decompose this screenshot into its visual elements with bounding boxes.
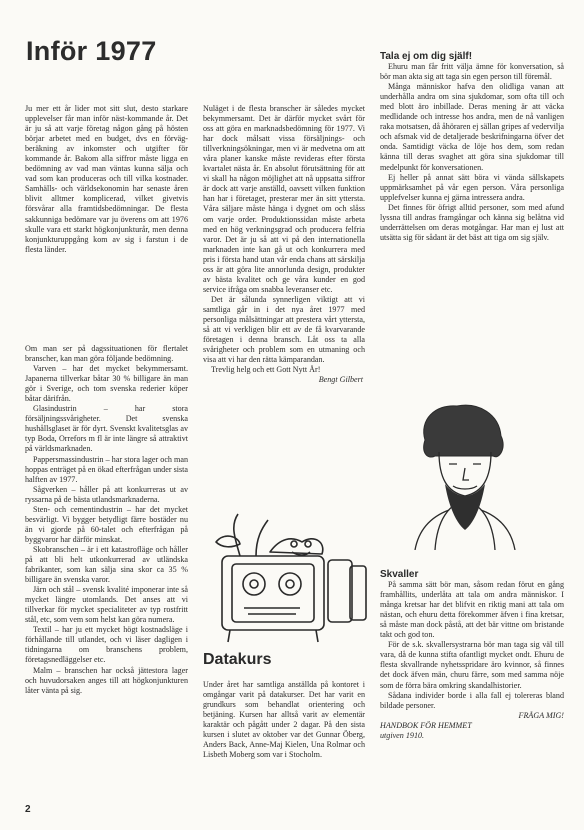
article-title: Inför 1977 xyxy=(26,36,157,66)
section-heading: Tala ej om dig själf! xyxy=(380,51,473,62)
portrait-illustration xyxy=(395,400,535,550)
advice-column xyxy=(380,52,564,243)
paragraph: Trevlig helg och ett Gott Nytt År! xyxy=(211,365,321,375)
middle-column xyxy=(203,104,365,385)
paragraph: Många människor hafva den olidliga vanan att underhålla andra om sina sjukdomar, som ofta till och med blott äro inbillade. Deras mening är att väcka medlidande och intresse hos andra, men de nå vanligen raka motsatsen, då åhöraren ej sällan gripes af vedervilja och afsmak vid de detaljerade beskrifningarna öfver det onda. Samtidigt väcka de löje hos dem, som redan känna till deras svaghet att göra sina sjukdomar till medelpunkt för konversationen. xyxy=(380,82,564,172)
datakurs-heading: Datakurs xyxy=(203,651,272,668)
section-heading: Skvaller xyxy=(380,569,419,580)
paragraph: Nuläget i de flesta branscher är således mycket bekymmersamt. Det är därför mycket svårt för oss att göra en marknadsbedömning för 1977. Vi har dock målsatt vissa försäljnings- och tillverkningsökningar, men vi är medvetna om att våra planer kanske måste revideras efter första kvartalet nästa år. En absolut förutsättning för att vi skall ha någon möjlighet att nå uppsatta siffror är dock att varje anställd, oavsett vilken funktion han har i företaget, presterar mer än sitt yttersta. Våra säljare måste hänga i dygnet om och slåss om varje order. Produktionssidan måste arbeta med en hög verkningsgrad och producera felfria varor. Det är ju så att vi på den internationella marknaden inte kan gå ut och konkurrera med pris i första hand utan vår enda chans att särskilja oss är att göra lite annorlunda design, produkter av bästa kvalitet och ge våra kunder en god service ifråga om snabba leveranser etc. xyxy=(203,104,365,294)
television-illustration xyxy=(210,508,370,648)
paragraph: Sågverken – håller på att konkurreras ut av ryssarna på de bästa utlandsmarknaderna. xyxy=(25,484,188,504)
source-text: utgiven 1910. xyxy=(380,730,425,740)
author-signature: Bengt Gilbert xyxy=(318,375,363,385)
gossip-column xyxy=(380,570,564,741)
paragraph: Skobranschen – är i ett katastrofläge och håller på att bli helt utkonkurrerad av utländska fabrikanter, som kan sälja sina skor ca 35 % billigare än svenska varor. xyxy=(25,544,188,585)
page-number: 2 xyxy=(25,804,31,815)
paragraph: Glasindustrin – har stora försäljningssvårigheter. Det svenska hushållsglaset är för dyrt. Svenskt kvalitetsglas av typ Boda, Orrefors m fl är inte längre så attraktivt på världsmarknaden. xyxy=(25,404,188,454)
paragraph: Textil – har ju ett mycket högt kostnadsläge i förhållande till utlandet, och vi läser dagligen i tidningarna om branschens problem, företagsnedläggelser etc. xyxy=(25,625,188,665)
paragraph: Pappersmassindustrin – har stora lager och man hoppas enträget på en ökad efterfrågan under sista halften av 1977. xyxy=(25,454,188,484)
paragraph: Under året har samtliga anställda på kontoret i omgångar varit på datakurser. Det har varit en grundkurs som behandlat orientering och betjäning. Kursen har alltså varit av elementär karaktär och pågått under 2 dagar. På den sista kursen i slutet av oktober var det Gunnar Öberg, Anders Back, Anne-Maj Kielen, Una Rolmar och Lisbeth Moberg som var i Stocholm. xyxy=(203,680,365,760)
paragraph: Ej heller på annat sätt böra vi vända sällskapets uppmärksamhet på vår egen person. Våra personliga upplefvelser kunna ej gärna intressera andra. xyxy=(380,172,564,202)
paragraph: Sådana individer borde i alla fall ej tolereras bland bildade personer. xyxy=(380,690,564,710)
paragraph: Järn och stål – svensk kvalité imponerar inte så mycket längre utomlands. Det anses att vi tillverkar för mycket specialiteter av typ rostfritt stål, etc, som vem som helst kan göra numera. xyxy=(25,585,188,625)
paragraph: Malm – branschen har också jättestora lager och huvudorsaken anges till att högkonjunkturen låter vänta på sig. xyxy=(25,665,188,695)
intro-column xyxy=(25,104,188,255)
paragraph: Om man ser på dagssituationen för flertalet branscher, kan man göra följande bedömning. xyxy=(25,344,188,364)
paragraph: Det är sålunda synnerligen viktigt att vi samtliga går in i det nya året 1977 med personliga målsättningar att prestera vårt yttersta, så att vi verkligen blir ett av de få kvarvarande företagen i denna bransch. Låt oss ta alla svårigheter och problem som en utmaning och visa att vi har den rätta kämparandan. xyxy=(203,294,365,365)
paragraph: På samma sätt bör man, såsom redan förut en gång framhållits, underlåta att tala om andra människor. I många kretsar har det blifvit en riktig mani att tala om nästan, och ehuru detta förekommer äfven i fina kretsar, så måste man dock påstå, att det bär vittne om bristande takt och god ton. xyxy=(380,580,564,640)
signature-text: FRÅGA MIG! xyxy=(518,710,564,720)
source-text: HANDBOK FÖR HEMMET xyxy=(380,720,472,730)
paragraph: För de s.k. skvallersystrarna bör man taga sig väl till vara, då de kunna stifta ofantligt mycket ondt. Ehuru de flesta skvallrande nyhetsspridare äro kvinnor, så finnes det dock äfven män, churu färre, som med samma nöje som de förra bära omkring skandalhistorier. xyxy=(380,640,564,690)
paragraph: Ju mer ett år lider mot sitt slut, desto starkare upplevelser får man inför näst-kommande år. Det är ju så att varje företag någon gång på hösten börjar arbetet med en budget, dvs en förväg-beräkning av inkomster och utgifter för kommande år. Bakom alla siffror måste ligga en bedömning av vad man väntas kunna sälja och vad som kan produceras och till vilka kostnader. Samhälls- och världsekonomin har senaste åren blivit alltmer komplicerad, vilket givetvis försvårar alla framtidsbedömningar. De flesta sakkunniga bedömare var ju överens om att 1976 skulle vara ett starkt högkonjunkturår, men denna konjunkturuppgång kom av sig i farstun i de flesta länder. xyxy=(25,104,188,254)
paragraph: Ehuru man får fritt välja ämne för konversation, så bör man akta sig att taga sin egen person till föremål. xyxy=(380,62,564,82)
paragraph: Varven – har det mycket bekymmersamt. Japanerna tillverkar båtar 30 % billigare än man gör i Sverige, och tom svenska rederier köper båtar därifrån. xyxy=(25,364,188,404)
branch-analysis-column xyxy=(25,344,188,696)
datakurs-column xyxy=(203,680,365,760)
paragraph: Sten- och cementindustrin – har det mycket besvärligt. Vi bygger betydligt färre bostäder nu än vi gjorde på 60-talet och efterfrågan på byggvaror har därför minskat. xyxy=(25,504,188,544)
paragraph: Det finnes för öfrigt alltid personer, som med afund lyssna till andras framgångar och känna sig belåtna vid underrättelsen om deras motgångar. Har man ej lust att utsätta sig för sådant är det bäst att tiga om sig själv. xyxy=(380,202,564,242)
